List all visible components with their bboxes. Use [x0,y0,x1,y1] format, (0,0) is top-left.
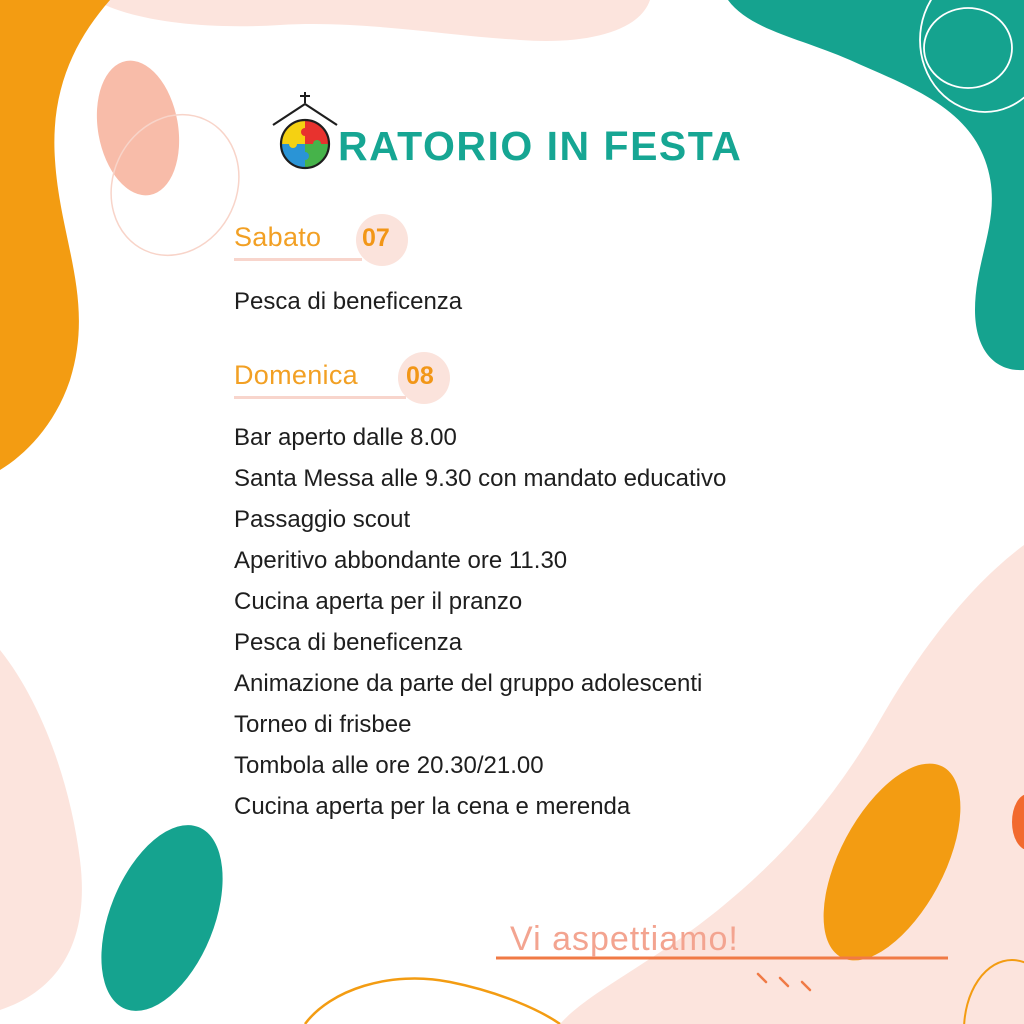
event-item: Tombola alle ore 20.30/21.00 [234,752,544,779]
event-item: Cucina aperta per la cena e merenda [234,793,631,820]
teal-blob-right [728,0,1024,370]
day-name: Domenica [234,360,358,390]
closing-message: Vi aspettiamo! [510,920,739,958]
peach-blob-top [95,0,650,41]
day-name: Sabato [234,222,322,252]
event-item: Bar aperto dalle 8.00 [234,424,457,451]
event-item: Torneo di frisbee [234,711,412,738]
event-item: Pesca di beneficenza [234,629,463,656]
event-item: Cucina aperta per il pranzo [234,588,523,615]
date-number: 07 [362,224,390,252]
event-item: Passaggio scout [234,506,411,533]
event-item: Aperitivo abbondante ore 11.30 [234,547,568,574]
event-item: Santa Messa alle 9.30 con mandato educativo [234,465,727,492]
poster-title: RATORIO IN FESTA [338,123,743,169]
salmon-egg [87,54,189,202]
event-item: Pesca di beneficenza [234,288,463,315]
day-underline [234,396,406,399]
day-underline [234,258,362,261]
peach-blob-bottom-left [0,650,82,1010]
orange-blob-left [0,0,110,470]
teal-egg [77,808,247,1024]
date-number: 08 [406,362,434,390]
orange-curve [305,978,560,1024]
event-item: Animazione da parte del gruppo adolescenti [234,670,703,697]
church-puzzle-logo-icon [270,92,340,172]
